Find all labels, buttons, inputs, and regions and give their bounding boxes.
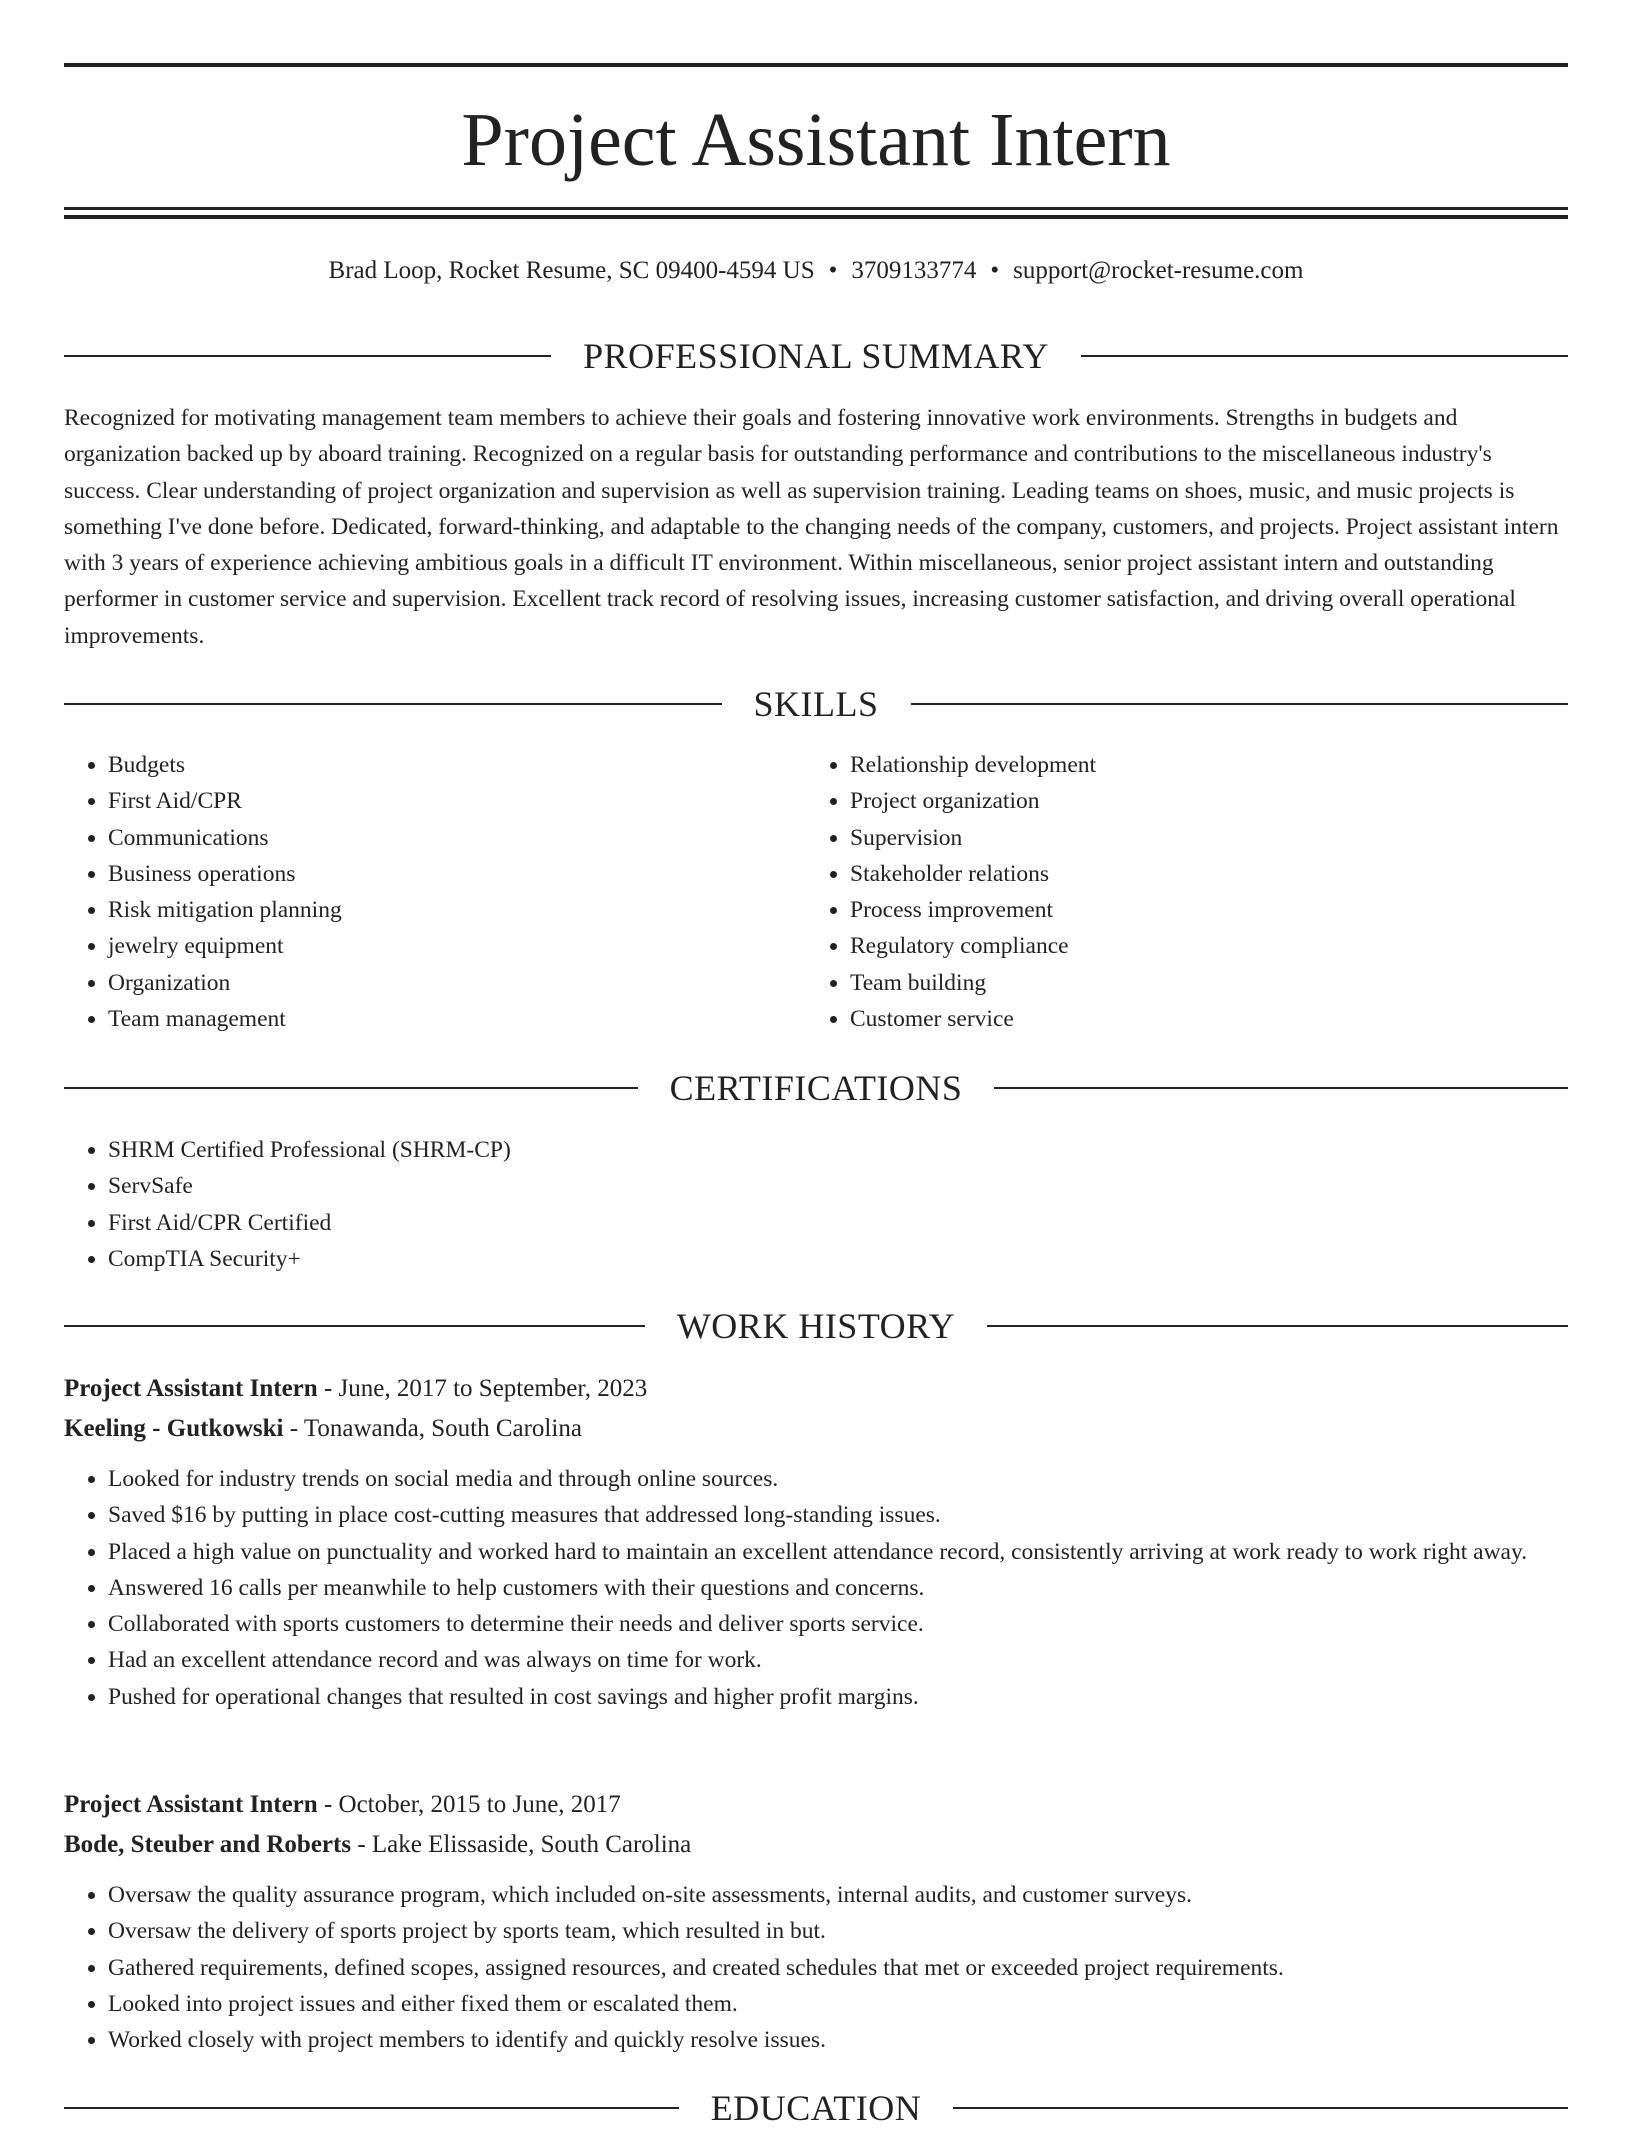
title-rule-lower (64, 215, 1568, 219)
top-rule (64, 63, 1568, 67)
certification-item: • CompTIA Security+ (108, 1241, 1568, 1277)
job-bullet: • Saved $16 by putting in place cost-cutting measures that addressed long-standing issues. (108, 1497, 1568, 1533)
resume-title: Project Assistant Intern (461, 98, 1171, 182)
job-dates: - October, 2015 to June, 2017 (317, 1791, 621, 1818)
education-heading-label: EDUCATION (710, 2088, 922, 2128)
skill-item: • Team building (850, 965, 1546, 1001)
education-heading (64, 2086, 1568, 2130)
contact-email: support@rocket-resume.com (1013, 257, 1304, 284)
job-bullet: • Looked into project issues and either fixed them or escalated them. (108, 1986, 1568, 2022)
certifications-list (64, 1132, 1568, 1277)
job-bullet: • Placed a high value on punctuality and worked hard to maintain an excellent attendance record, consistently arriving at work ready to work right away. (108, 1534, 1568, 1570)
skill-item: • Risk mitigation planning (108, 892, 804, 928)
job-entry (64, 1369, 1568, 1715)
job-company-line (64, 1409, 1568, 1449)
job-dates: - June, 2017 to September, 2023 (317, 1375, 648, 1402)
heading-rule-left (64, 1087, 638, 1089)
skill-item: • Communications (108, 820, 804, 856)
certifications-heading (64, 1066, 1568, 1110)
job-location: - Lake Elissaside, South Carolina (351, 1831, 692, 1858)
contact-line (64, 254, 1568, 288)
skills-heading-label: SKILLS (753, 684, 879, 724)
job-location: - Tonawanda, South Carolina (283, 1415, 582, 1442)
heading-rule-left (64, 703, 722, 705)
summary-text: Recognized for motivating management team members to achieve their goals and fostering innovative work environments. Strengths in budgets and organization backed up by aboard training. Recognized on a regular basis for outstanding performance and contributions to the miscellaneous industry's success. Clear understanding of project organization and supervision as well as supervision training. Leading teams on shoes, music, and music projects is something I've done before. Dedicated, forward-thinking, and adaptable to the changing needs of the company, customers, and projects. Project assistant intern with 3 years of experience achieving ambitious goals in a difficult IT environment. Within miscellaneous, senior project assistant intern and outstanding performer in customer service and supervision. Excellent track record of resolving issues, increasing customer satisfaction, and driving overall operational improvements. (64, 405, 1559, 649)
skills-heading (64, 682, 1568, 726)
heading-rule-right (994, 1087, 1568, 1089)
certifications-heading-label: CERTIFICATIONS (669, 1068, 963, 1108)
heading-rule-right (1081, 355, 1568, 357)
skill-item: • Business operations (108, 856, 804, 892)
contact-separator: • (990, 257, 1000, 284)
skill-item: • Stakeholder relations (850, 856, 1546, 892)
job-bullets (64, 1877, 1568, 2058)
skill-item: • Regulatory compliance (850, 928, 1546, 964)
skill-item: • Process improvement (850, 892, 1546, 928)
job-bullet: • Had an excellent attendance record and was always on time for work. (108, 1642, 1568, 1678)
skill-item: • Project organization (850, 783, 1546, 819)
heading-rule-right (987, 1325, 1568, 1327)
job-bullet: • Worked closely with project members to identify and quickly resolve issues. (108, 2022, 1568, 2058)
job-bullet: • Oversaw the quality assurance program, which included on-site assessments, internal audits, and customer surveys. (108, 1877, 1568, 1913)
job-title: Project Assistant Intern (64, 1791, 318, 1818)
skill-item: • Customer service (850, 1001, 1546, 1037)
certification-item: • First Aid/CPR Certified (108, 1205, 1568, 1241)
job-title: Project Assistant Intern (64, 1375, 318, 1402)
contact-phone: 3709133774 (851, 257, 977, 284)
job-bullets (64, 1461, 1568, 1715)
job-bullet: • Pushed for operational changes that resulted in cost savings and higher profit margins. (108, 1679, 1568, 1715)
certification-item: • ServSafe (108, 1168, 1568, 1204)
certification-item: • SHRM Certified Professional (SHRM-CP) (108, 1132, 1568, 1168)
skill-item: • jewelry equipment (108, 928, 804, 964)
heading-rule-right (911, 703, 1569, 705)
job-bullet: • Looked for industry trends on social media and through online sources. (108, 1461, 1568, 1497)
heading-rule-right (953, 2107, 1568, 2109)
skill-item: • Organization (108, 965, 804, 1001)
job-company-line (64, 1825, 1568, 1865)
job-title-line (64, 1785, 1568, 1825)
skill-item: • Team management (108, 1001, 804, 1037)
job-company: Keeling - Gutkowski (64, 1415, 284, 1442)
skills-column-left (64, 747, 804, 1037)
job-bullet: • Oversaw the delivery of sports project by sports team, which resulted in but. (108, 1913, 1568, 1949)
skill-item: • Budgets (108, 747, 804, 783)
skill-item: • Supervision (850, 820, 1546, 856)
skill-item: • Relationship development (850, 747, 1546, 783)
skill-item: • First Aid/CPR (108, 783, 804, 819)
summary-heading-label: PROFESSIONAL SUMMARY (583, 336, 1049, 376)
title-rule-upper (64, 207, 1568, 210)
job-bullet: • Collaborated with sports customers to determine their needs and deliver sports service. (108, 1606, 1568, 1642)
heading-rule-left (64, 2107, 679, 2109)
skills-column-right (806, 747, 1546, 1037)
heading-rule-left (64, 355, 551, 357)
job-company: Bode, Steuber and Roberts (64, 1831, 352, 1858)
work-history-heading-label: WORK HISTORY (676, 1306, 956, 1346)
job-bullet: • Answered 16 calls per meanwhile to help customers with their questions and concerns. (108, 1570, 1568, 1606)
work-history-heading (64, 1304, 1568, 1348)
contact-separator: • (828, 257, 838, 284)
contact-address: Brad Loop, Rocket Resume, SC 09400-4594 US (328, 257, 815, 284)
job-entry (64, 1785, 1568, 2058)
job-title-line (64, 1369, 1568, 1409)
summary-heading (64, 334, 1568, 378)
job-bullet: • Gathered requirements, defined scopes, assigned resources, and created schedules that met or exceeded project requirements. (108, 1950, 1568, 1986)
heading-rule-left (64, 1325, 645, 1327)
